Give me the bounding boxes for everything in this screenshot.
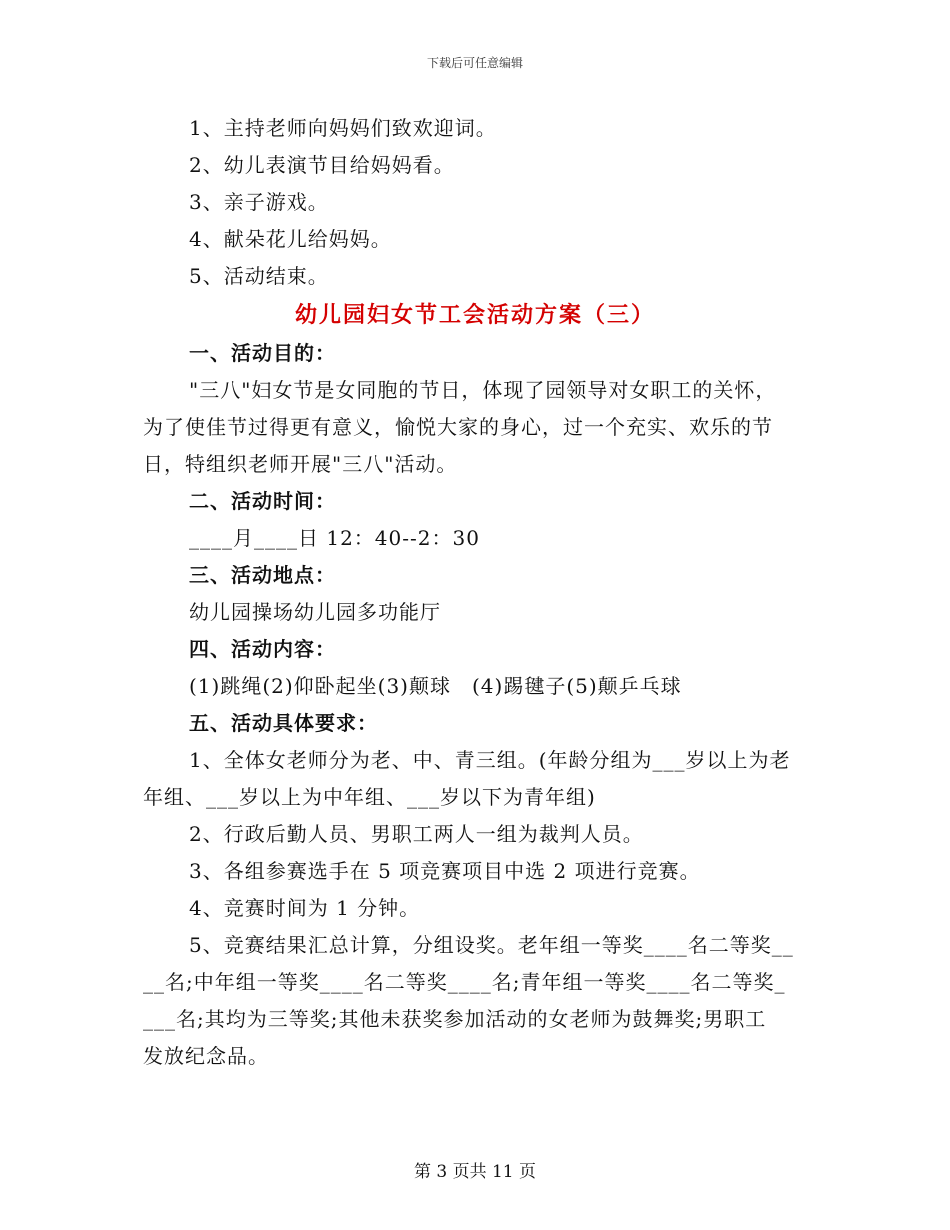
- paragraph-line: 日，特组织老师开展"三八"活动。: [143, 452, 458, 476]
- page-number: 第 3 页共 11 页: [413, 1162, 537, 1182]
- list-item: 3、亲子游戏。: [189, 190, 329, 214]
- heading-content: 四、活动内容：: [189, 637, 336, 661]
- requirement-line: __名;中年组一等奖____名二等奖____名;青年组一等奖____名二等奖_: [143, 970, 786, 994]
- page-header-note: 下载后可任意编辑: [426, 56, 523, 70]
- list-item: 5、活动结束。: [189, 264, 329, 288]
- heading-location: 三、活动地点：: [189, 563, 336, 587]
- section-title: 幼儿园妇女节工会活动方案（三）: [294, 302, 655, 328]
- paragraph-line: "三八"妇女节是女同胞的节日，体现了园领导对女职工的关怀，: [189, 378, 777, 402]
- content-text: (1)跳绳(2)仰卧起坐(3)颠球 (4)踢毽子(5)颠乒乓球: [189, 674, 682, 698]
- location-text: 幼儿园操场幼儿园多功能厅: [189, 600, 441, 624]
- requirement-line: 1、全体女老师分为老、中、青三组。(年龄分组为___岁以上为老: [189, 748, 791, 772]
- list-item: 2、幼儿表演节目给妈妈看。: [189, 153, 455, 177]
- time-text: ____月____日 12：40--2：30: [189, 526, 480, 550]
- paragraph-line: 为了使佳节过得更有意义，愉悦大家的身心，过一个充实、欢乐的节: [143, 415, 773, 439]
- heading-requirements: 五、活动具体要求：: [189, 711, 378, 735]
- requirement-line: 3、各组参赛选手在 5 项竞赛项目中选 2 项进行竞赛。: [189, 859, 701, 883]
- list-item: 1、主持老师向妈妈们致欢迎词。: [189, 116, 497, 140]
- document-body: [143, 110, 807, 1075]
- requirement-line: 4、竞赛时间为 1 分钟。: [189, 896, 421, 920]
- requirement-line: 2、行政后勤人员、男职工两人一组为裁判人员。: [189, 822, 644, 846]
- requirement-line: 发放纪念品。: [143, 1044, 269, 1068]
- heading-purpose: 一、活动目的：: [189, 341, 336, 365]
- heading-time: 二、活动时间：: [189, 489, 336, 513]
- requirement-line: 年组、___岁以上为中年组、___岁以下为青年组): [143, 785, 596, 809]
- requirement-line: ___名;其均为三等奖;其他未获奖参加活动的女老师为鼓舞奖;男职工: [143, 1007, 767, 1031]
- list-item: 4、献朵花儿给妈妈。: [189, 227, 392, 251]
- requirement-line: 5、竞赛结果汇总计算，分组设奖。老年组一等奖____名二等奖__: [189, 933, 794, 957]
